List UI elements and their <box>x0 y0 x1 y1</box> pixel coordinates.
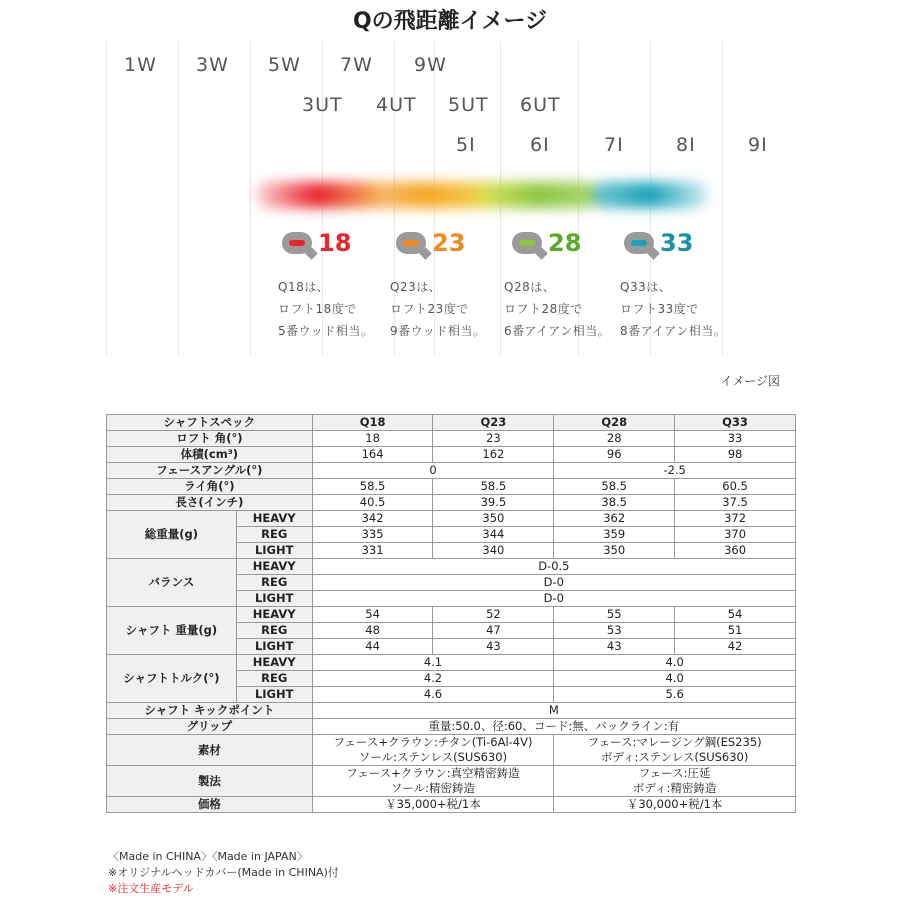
q33-label: 33 <box>660 229 694 257</box>
row-label: ライ角(°) <box>107 479 313 495</box>
table-header-row <box>107 415 796 431</box>
table-cell: 44 <box>312 639 433 655</box>
q18-label: 18 <box>318 229 352 257</box>
table-cell: 43 <box>433 639 554 655</box>
table-cell: 360 <box>675 543 796 559</box>
table-cell: 33 <box>675 431 796 447</box>
image-note: イメージ図 <box>720 374 780 388</box>
table-cell: 331 <box>312 543 433 559</box>
table-row <box>107 607 796 623</box>
q23-logo <box>396 228 465 258</box>
flex-label: HEAVY <box>236 655 312 671</box>
club-8i: 8I <box>676 134 696 156</box>
table-cell: 4.0 <box>554 655 796 671</box>
table-row <box>107 511 796 527</box>
table-cell: 54 <box>312 607 433 623</box>
club-9w: 9W <box>414 54 447 76</box>
table-row <box>107 703 796 719</box>
club-9i: 9I <box>748 134 768 156</box>
table-cell: 55 <box>554 607 675 623</box>
table-cell: 54 <box>675 607 796 623</box>
club-7w: 7W <box>340 54 373 76</box>
q28-logo <box>512 228 581 258</box>
flex-label: REG <box>236 575 312 591</box>
table-cell: フェース:マレージング鋼(ES235) ボディ:ステンレス(SUS630) <box>554 735 796 766</box>
row-label: 体積(cm³) <box>107 447 313 463</box>
flex-label: LIGHT <box>236 639 312 655</box>
table-row <box>107 766 796 797</box>
table-cell: フェース+クラウン:チタン(Ti-6Al-4V) ソール:ステンレス(SUS630) <box>312 735 554 766</box>
flex-label: HEAVY <box>236 559 312 575</box>
flex-label: LIGHT <box>236 591 312 607</box>
origin-note: 〈Made in CHINA〉〈Made in JAPAN〉 <box>108 850 308 863</box>
q-badge-icon <box>512 232 542 254</box>
table-cell: 350 <box>554 543 675 559</box>
club-5w: 5W <box>268 54 301 76</box>
table-cell: D-0 <box>312 575 795 591</box>
q-badge-icon <box>624 232 654 254</box>
row-label: フェースアングル(°) <box>107 463 313 479</box>
table-cell: D-0 <box>312 591 795 607</box>
table-row <box>107 447 796 463</box>
q18-distance-bar <box>256 182 378 208</box>
headcover-note: ※オリジナルヘッドカバー(Made in CHINA)付 <box>108 866 339 879</box>
lane-divider <box>178 42 179 355</box>
club-4ut: 4UT <box>376 94 417 116</box>
table-cell: 18 <box>312 431 433 447</box>
row-label: 素材 <box>107 735 313 766</box>
row-label: シャフトトルク(°) <box>107 655 237 703</box>
table-row <box>107 431 796 447</box>
order-note: ※注文生産モデル <box>108 882 194 895</box>
table-row <box>107 463 796 479</box>
table-cell: ￥35,000+税/1本 <box>312 797 554 813</box>
table-header-cell: Q23 <box>433 415 554 431</box>
q18-description: Q18は、 ロフト18度で 5番ウッド相当。 <box>278 280 374 338</box>
table-header-cell: シャフトスペック <box>107 415 313 431</box>
table-cell: M <box>312 703 795 719</box>
footnotes <box>108 849 339 897</box>
table-cell: 96 <box>554 447 675 463</box>
table-cell: 362 <box>554 511 675 527</box>
table-cell: 28 <box>554 431 675 447</box>
q-badge-icon <box>282 232 312 254</box>
table-cell: 40.5 <box>312 495 433 511</box>
table-cell: 4.1 <box>312 655 554 671</box>
club-7i: 7I <box>604 134 624 156</box>
club-1w: 1W <box>124 54 157 76</box>
table-cell: 342 <box>312 511 433 527</box>
table-row <box>107 735 796 766</box>
row-label: 製法 <box>107 766 313 797</box>
row-label: グリップ <box>107 719 313 735</box>
table-cell: 53 <box>554 623 675 639</box>
table-cell: 5.6 <box>554 687 796 703</box>
table-row <box>107 719 796 735</box>
table-header-cell: Q18 <box>312 415 433 431</box>
flex-label: REG <box>236 671 312 687</box>
club-3w: 3W <box>196 54 229 76</box>
table-cell: D-0.5 <box>312 559 795 575</box>
page-title: Qの飛距離イメージ <box>352 9 548 34</box>
flex-label: REG <box>236 527 312 543</box>
table-row <box>107 479 796 495</box>
q23-label: 23 <box>432 229 466 257</box>
q33-logo <box>624 228 693 258</box>
row-label: 総重量(g) <box>107 511 237 559</box>
q28-description: Q28は、 ロフト28度で 6番アイアン相当。 <box>504 280 611 338</box>
q33-distance-bar <box>592 182 708 208</box>
club-3ut: 3UT <box>302 94 343 116</box>
table-cell: フェース:圧延 ボディ:精密鋳造 <box>554 766 796 797</box>
table-cell: 4.0 <box>554 671 796 687</box>
club-6ut: 6UT <box>520 94 561 116</box>
table-cell: 164 <box>312 447 433 463</box>
table-cell: 51 <box>675 623 796 639</box>
table-cell: 58.5 <box>312 479 433 495</box>
table-cell: ￥30,000+税/1本 <box>554 797 796 813</box>
table-cell: 39.5 <box>433 495 554 511</box>
table-header-cell: Q33 <box>675 415 796 431</box>
table-row <box>107 495 796 511</box>
table-cell: 372 <box>675 511 796 527</box>
table-cell: 335 <box>312 527 433 543</box>
table-cell: 43 <box>554 639 675 655</box>
club-5i: 5I <box>456 134 476 156</box>
table-cell: 98 <box>675 447 796 463</box>
row-label: シャフト キックポイント <box>107 703 313 719</box>
flex-label: LIGHT <box>236 687 312 703</box>
row-label: ロフト 角(°) <box>107 431 313 447</box>
lane-divider <box>106 42 107 355</box>
q23-distance-bar <box>366 182 488 208</box>
q18-logo <box>282 228 351 258</box>
table-cell: 38.5 <box>554 495 675 511</box>
table-row <box>107 655 796 671</box>
table-cell: 58.5 <box>554 479 675 495</box>
table-cell: 52 <box>433 607 554 623</box>
spec-table <box>106 414 796 813</box>
table-cell: -2.5 <box>554 463 796 479</box>
table-cell: 58.5 <box>433 479 554 495</box>
table-cell: 48 <box>312 623 433 639</box>
table-cell: 4.2 <box>312 671 554 687</box>
table-cell: フェース+クラウン:真空精密鋳造 ソール:精密鋳造 <box>312 766 554 797</box>
row-label: バランス <box>107 559 237 607</box>
club-6i: 6I <box>530 134 550 156</box>
lane-divider <box>250 42 251 355</box>
row-label: 価格 <box>107 797 313 813</box>
table-cell: 0 <box>312 463 554 479</box>
table-cell: 重量:50.0、径:60、コード:無、バックライン:有 <box>312 719 795 735</box>
q-badge-icon <box>396 232 426 254</box>
table-cell: 23 <box>433 431 554 447</box>
table-cell: 37.5 <box>675 495 796 511</box>
table-cell: 350 <box>433 511 554 527</box>
table-cell: 344 <box>433 527 554 543</box>
table-cell: 42 <box>675 639 796 655</box>
q28-distance-bar <box>476 182 600 208</box>
table-cell: 359 <box>554 527 675 543</box>
table-cell: 370 <box>675 527 796 543</box>
table-cell: 340 <box>433 543 554 559</box>
table-cell: 60.5 <box>675 479 796 495</box>
table-cell: 4.6 <box>312 687 554 703</box>
table-cell: 47 <box>433 623 554 639</box>
table-row <box>107 797 796 813</box>
q23-description: Q23は、 ロフト23度で 9番ウッド相当。 <box>390 280 486 338</box>
row-label: 長さ(インチ) <box>107 495 313 511</box>
row-label: シャフト 重量(g) <box>107 607 237 655</box>
flex-label: REG <box>236 623 312 639</box>
table-row <box>107 559 796 575</box>
table-cell: 162 <box>433 447 554 463</box>
q28-label: 28 <box>548 229 582 257</box>
q33-description: Q33は、 ロフト33度で 8番アイアン相当。 <box>620 280 727 338</box>
table-header-cell: Q28 <box>554 415 675 431</box>
flex-label: HEAVY <box>236 511 312 527</box>
flex-label: HEAVY <box>236 607 312 623</box>
club-5ut: 5UT <box>448 94 489 116</box>
flex-label: LIGHT <box>236 543 312 559</box>
